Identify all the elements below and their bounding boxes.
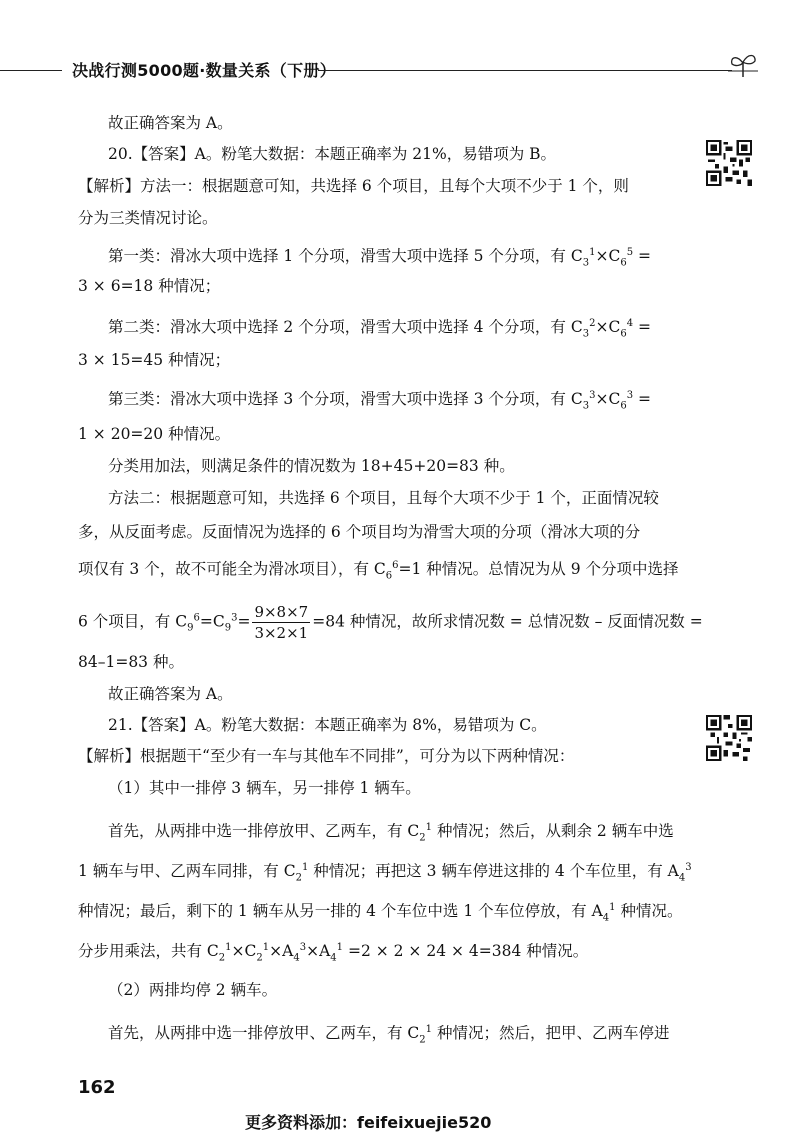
text-segment: 项仅有 3 个，故不可能全为滑冰项目），有 C (78, 560, 386, 579)
analysis-20-line: 【解析】方法一：根据题意可知，共选择 6 个项目，且每个大项不少于 1 个，则 (78, 177, 629, 195)
text-segment: 种情况；再把这 3 辆车停进这排的 4 个车位里，有 A (308, 862, 679, 881)
text-segment: 首先，从两排中选一排停放甲、乙两车，有 C (108, 822, 420, 841)
text-line (108, 1020, 708, 1050)
superscript: 1 (225, 942, 232, 953)
header-title: 决战行测5000题·数量关系（下册） (72, 61, 337, 80)
text-segment: =84 种情况，故所求情况数 = 总情况数 – 反面情况数 = (312, 612, 703, 631)
case-3-line (108, 386, 708, 416)
superscript: 1 (425, 822, 433, 833)
superscript: 1 (262, 942, 270, 953)
subscript: 6 (620, 328, 627, 340)
text-line: 1 × 20=20 种情况。 (78, 425, 231, 443)
text-segment: ×A (269, 942, 294, 961)
page-number: 162 (78, 1077, 116, 1098)
text-segment: 种情况；最后，剩下的 1 辆车从另一排的 4 个车位中选 1 个车位停放，有 A (78, 902, 603, 921)
subscript: 4 (678, 872, 686, 884)
subscript: 3 (582, 328, 590, 340)
superscript: 2 (589, 318, 596, 329)
text-segment: = (237, 612, 251, 631)
subscript: 2 (218, 952, 226, 964)
superscript: 3 (589, 390, 596, 401)
fraction-numerator: 9×8×7 (254, 603, 309, 621)
subscript: 4 (293, 952, 300, 964)
case-heading-1: （1）其中一排停 3 辆车，另一排停 1 辆车。 (108, 779, 421, 797)
text-segment: 种情况；然后，从剩余 2 辆车中选 (432, 822, 674, 841)
text-line (78, 556, 678, 586)
text-line (78, 858, 692, 888)
text-line: 分类用加法，则满足条件的情况数为 18+45+20=83 种。 (108, 457, 515, 475)
sprout-icon (728, 50, 758, 78)
text-segment: 首先，从两排中选一排停放甲、乙两车，有 C (108, 1024, 420, 1043)
case-2-line (108, 314, 708, 344)
answer-20: 20.【答案】A。粉笔大数据：本题正确率为 21%，易错项为 B。 (108, 145, 557, 163)
superscript: 6 (392, 560, 399, 571)
text-segment: ×A (306, 942, 331, 961)
text-segment: ×C (595, 318, 621, 337)
text-line: 故正确答案为 A。 (108, 114, 233, 132)
subscript: 3 (582, 400, 590, 412)
superscript: 6 (193, 612, 200, 624)
text-segment: ×C (595, 247, 621, 266)
subscript: 9 (187, 622, 194, 634)
text-line (78, 938, 678, 968)
superscript: 5 (626, 247, 634, 258)
analysis-21-line: 【解析】根据题干“至少有一车与其他车不同排”，可分为以下两种情况： (78, 747, 575, 765)
text-segment: 第一类：滑冰大项中选择 1 个分项，滑雪大项中选择 5 个分项，有 C (108, 247, 583, 266)
text-segment: =C (199, 612, 225, 631)
subscript: 2 (295, 872, 302, 884)
header-rule-right (318, 70, 732, 71)
qr-code-icon[interactable] (706, 715, 752, 761)
footer-note: 更多资料添加：feifeixuejie520 (245, 1113, 492, 1132)
text-line (78, 898, 683, 928)
text-segment: = (633, 318, 652, 337)
subscript: 4 (330, 952, 337, 964)
text-line: 3 × 6=18 种情况； (78, 277, 221, 295)
superscript: 3 (231, 612, 238, 624)
text-line: 分为三类情况讨论。 (78, 209, 218, 227)
text-line: 多，从反面考虑。反面情况为选择的 6 个项目均为滑雪大项的分项（滑冰大项的分 (78, 523, 641, 541)
text-segment: ×C (231, 942, 257, 961)
superscript: 1 (425, 1024, 433, 1035)
superscript: 3 (626, 390, 634, 401)
case-heading-2: （2）两排均停 2 辆车。 (108, 981, 278, 999)
running-header (0, 50, 800, 90)
answer-21: 21.【答案】A。粉笔大数据：本题正确率为 8%，易错项为 C。 (108, 716, 547, 734)
text-segment: 6 个项目，有 C (78, 612, 188, 631)
subscript: 2 (419, 1034, 426, 1046)
subscript: 6 (385, 570, 393, 582)
qr-code-icon[interactable] (706, 140, 752, 186)
subscript: 2 (256, 952, 263, 964)
text-segment: 种情况。 (615, 902, 683, 921)
text-line: 84–1=83 种。 (78, 653, 184, 671)
subscript: 2 (419, 832, 426, 844)
subscript: 3 (582, 257, 590, 269)
superscript: 3 (299, 942, 307, 953)
fraction-line (78, 602, 703, 643)
subscript: 6 (620, 257, 627, 269)
text-line: 3 × 15=45 种情况； (78, 351, 231, 369)
text-segment: =2 × 2 × 24 × 4=384 种情况。 (343, 942, 589, 961)
superscript: 1 (336, 942, 344, 953)
superscript: 1 (589, 247, 596, 258)
superscript: 3 (685, 862, 692, 873)
header-rule-left (0, 70, 62, 71)
text-segment: 第二类：滑冰大项中选择 2 个分项，滑雪大项中选择 4 个分项，有 C (108, 318, 583, 337)
method-2-line: 方法二：根据题意可知，共选择 6 个项目，且每个大项不少于 1 个，正面情况较 (108, 489, 659, 507)
subscript: 6 (620, 400, 627, 412)
text-line (108, 818, 708, 848)
superscript: 1 (301, 862, 309, 873)
text-segment: 种情况；然后，把甲、乙两车停进 (432, 1024, 670, 1043)
text-segment: =1 种情况。总情况为从 9 个分项中选择 (398, 560, 679, 579)
superscript: 4 (626, 318, 634, 329)
text-segment: = (633, 390, 652, 409)
text-segment: 分步用乘法，共有 C (78, 942, 219, 961)
text-line: 故正确答案为 A。 (108, 685, 233, 703)
fraction (252, 602, 310, 643)
fraction-denominator: 3×2×1 (254, 624, 309, 642)
superscript: 1 (609, 902, 616, 913)
text-segment: = (633, 247, 652, 266)
case-1-line (108, 243, 708, 273)
text-segment: 第三类：滑冰大项中选择 3 个分项，滑雪大项中选择 3 个分项，有 C (108, 390, 583, 409)
text-segment: ×C (595, 390, 621, 409)
text-segment: 1 辆车与甲、乙两车同排，有 C (78, 862, 296, 881)
subscript: 9 (224, 622, 232, 634)
subscript: 4 (602, 912, 610, 924)
